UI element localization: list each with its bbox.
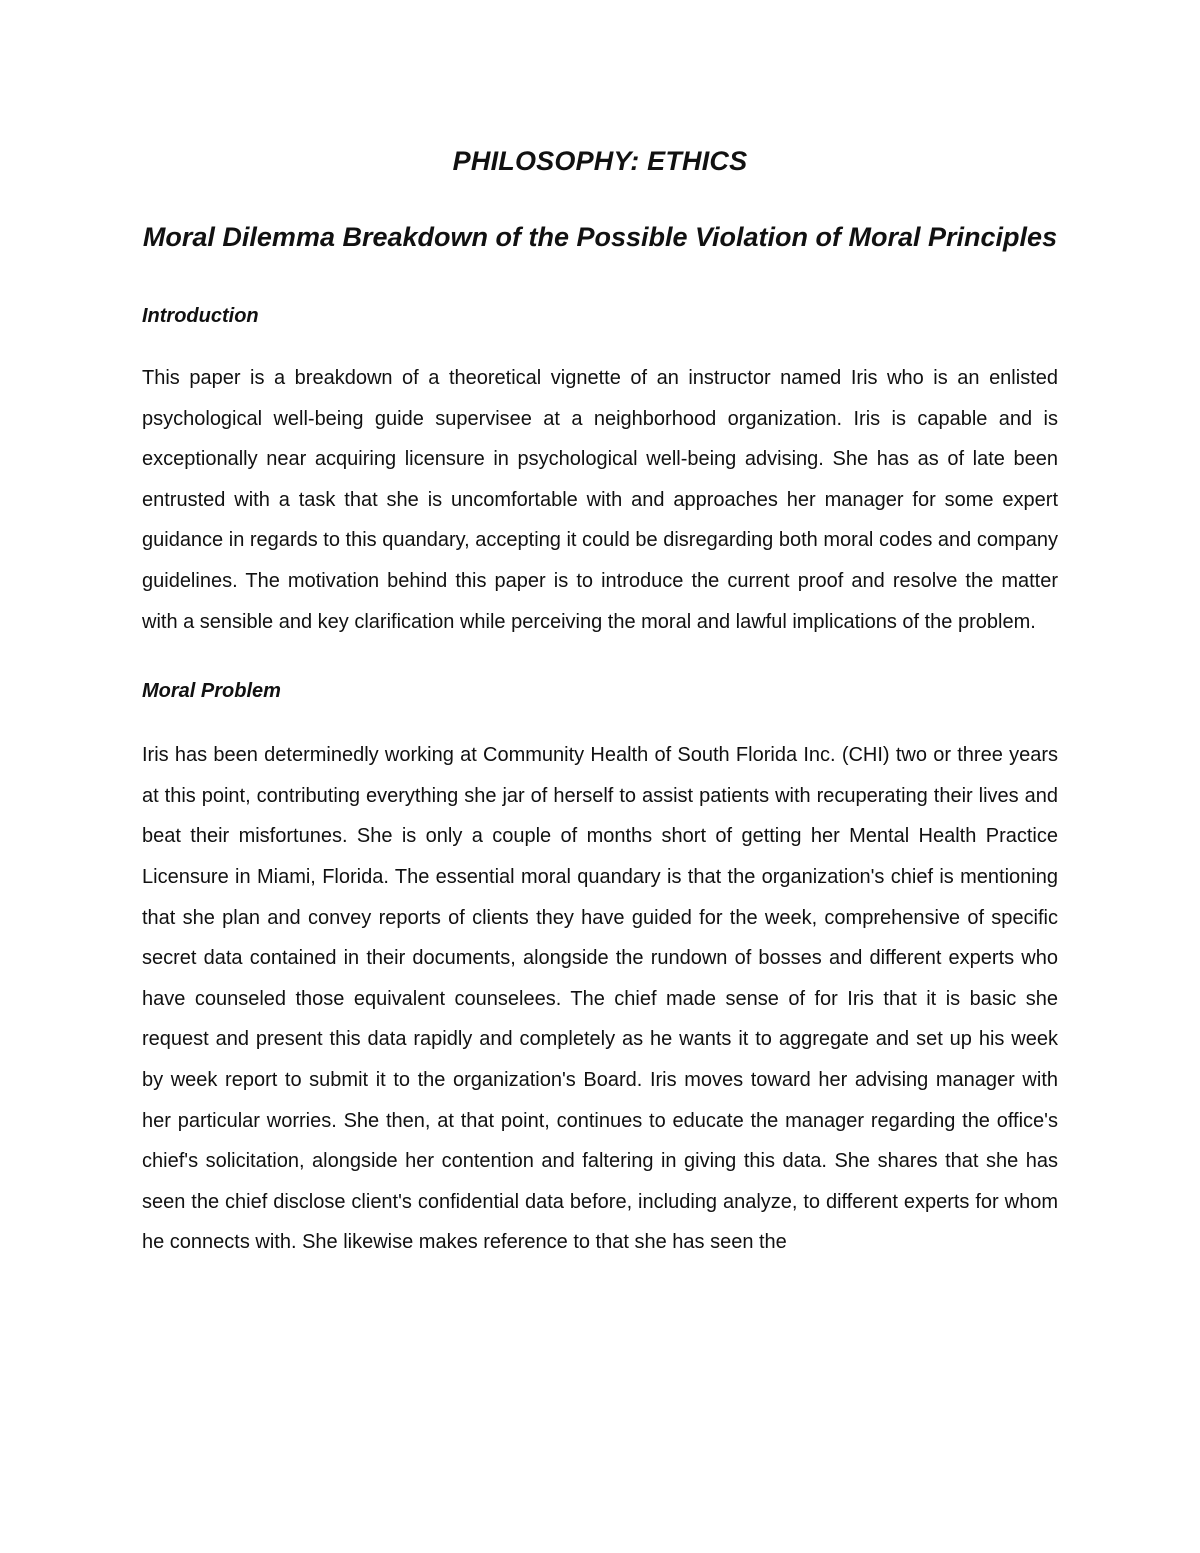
- section-body-moral-problem: Iris has been determinedly working at Community Health of South Florida Inc. (CHI) two or three years at this point, contributing everything she jar of herself to assist patients with recuperating their lives and beat their misfortunes. She is only a couple of months short of getting her Mental Health Practice Licensure in Miami, Florida. The essential moral quandary is that the organization's chief is mentioning that she plan and convey reports of clients they have guided for the week, comprehensive of specific secret data contained in their documents, alongside the rundown of bosses and different experts who have counseled those equivalent counselees. The chief made sense of for Iris that it is basic she request and present this data rapidly and completely as he wants it to aggregate and set up his week by week report to submit it to the organization's Board. Iris moves toward her advising manager with her particular worries. She then, at that point, continues to educate the manager regarding the office's chief's solicitation, alongside her contention and faltering in giving this data. She shares that she has seen the chief disclose client's confidential data before, including analyze, to different experts for whom he connects with. She likewise makes reference to that she has seen the: [142, 744, 1058, 1254]
- document-subtitle: Moral Dilemma Breakdown of the Possible Violation of Moral Principles: [142, 222, 1058, 252]
- section-heading-moral-problem: Moral Problem: [142, 680, 281, 703]
- section-heading-introduction: Introduction: [142, 305, 259, 327]
- section-body-introduction: This paper is a breakdown of a theoretical vignette of an instructor named Iris who is an enlisted psychological well-being guide supervisee at a neighborhood organization. Iris is capable and is exceptionally near acquiring licensure in psychological well-being advising. She has as of late been entrusted with a task that she is uncomfortable with and approaches her manager for some expert guidance in regards to this quandary, accepting it could be disregarding both moral codes and company guidelines. The motivation behind this paper is to introduce the current proof and resolve the matter with a sensible and key clarification while perceiving the moral and lawful implications of the problem.: [142, 367, 1058, 633]
- document-title: PHILOSOPHY: ETHICS: [452, 146, 748, 176]
- document-content: [142, 140, 1058, 1263]
